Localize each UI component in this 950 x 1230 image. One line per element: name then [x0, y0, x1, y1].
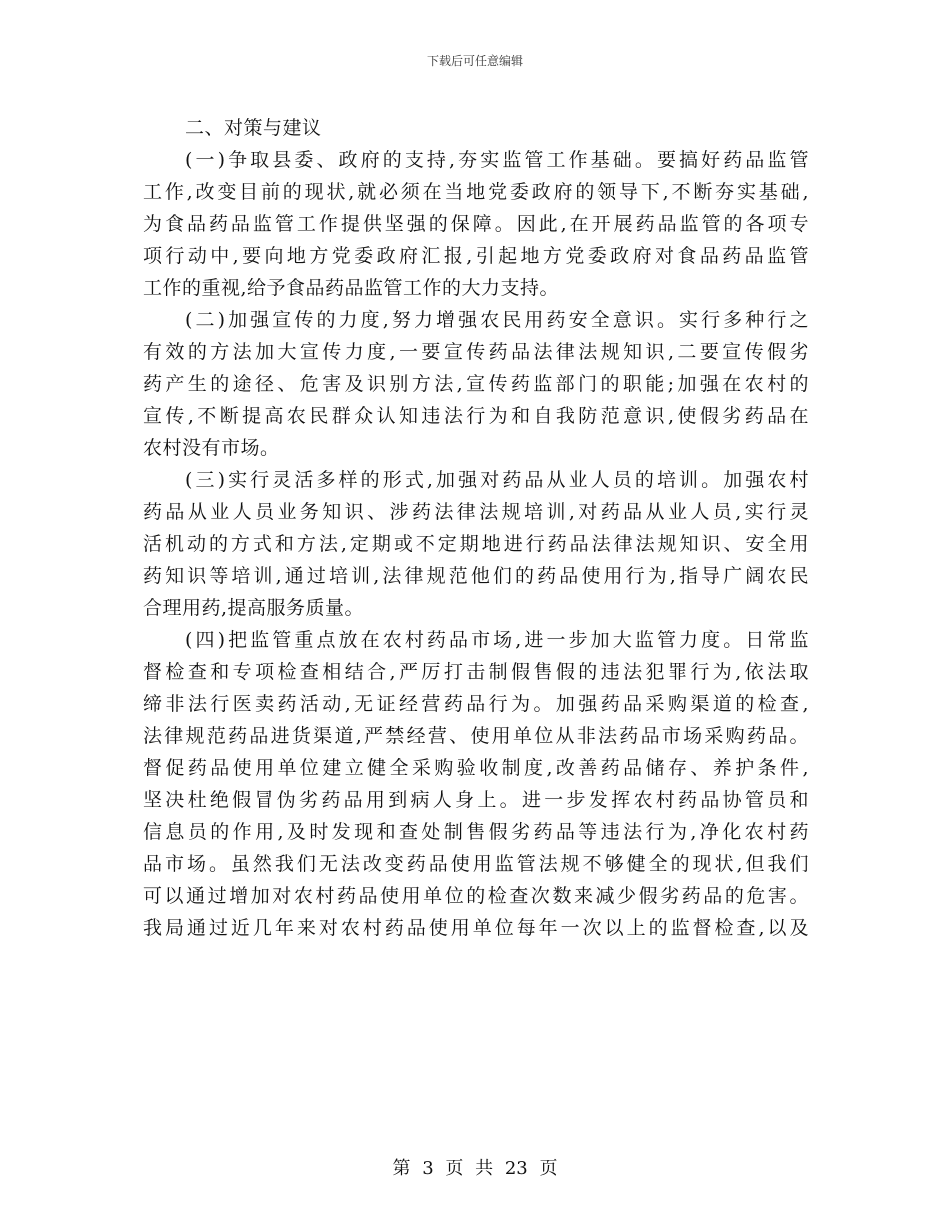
paragraph-line: (一)争取县委、政府的支持,夯实监管工作基础。要搞好药品监管 — [185, 149, 809, 171]
paragraph-line: 督检查和专项检查相结合,严厉打击制假售假的违法犯罪行为,依法取 — [143, 661, 809, 683]
paragraph-line: 农村没有市场。 — [143, 437, 280, 459]
paragraph-line: 有效的方法加大宣传力度,一要宣传药品法律法规知识,二要宣传假劣 — [143, 341, 809, 363]
paragraph-line: 工作,改变目前的现状,就必须在当地党委政府的领导下,不断夯实基础, — [143, 181, 809, 203]
paragraph-line: 为食品药品监管工作提供坚强的保障。因此,在开展药品监管的各项专 — [143, 213, 809, 235]
document-body — [143, 112, 809, 944]
page-header: 下载后可任意编辑 — [426, 54, 523, 68]
paragraph-line: 信息员的作用,及时发现和查处制售假劣药品等违法行为,净化农村药 — [143, 821, 809, 843]
paragraph-line: 宣传,不断提高农民群众认知违法行为和自我防范意识,使假劣药品在 — [143, 405, 809, 427]
paragraph-line: 工作的重视,给予食品药品监管工作的大力支持。 — [143, 277, 560, 299]
paragraph-line: 督促药品使用单位建立健全采购验收制度,改善药品储存、养护条件, — [143, 757, 809, 779]
paragraph-line: 坚决杜绝假冒伪劣药品用到病人身上。进一步发挥农村药品协管员和 — [143, 789, 809, 811]
paragraph-line: 品市场。虽然我们无法改变药品使用监管法规不够健全的现状,但我们 — [143, 853, 809, 875]
paragraph-line: (三)实行灵活多样的形式,加强对药品从业人员的培训。加强农村 — [185, 469, 809, 491]
paragraph-line: 可以通过增加对农村药品使用单位的检查次数来减少假劣药品的危害。 — [143, 885, 809, 907]
paragraph-line: 我局通过近几年来对农村药品使用单位每年一次以上的监督检查,以及 — [143, 917, 809, 939]
paragraph-line: (四)把监管重点放在农村药品市场,进一步加大监管力度。日常监 — [185, 629, 809, 651]
paragraph-line: 合理用药,提高服务质量。 — [143, 597, 365, 619]
paragraph-line: 项行动中,要向地方党委政府汇报,引起地方党委政府对食品药品监管 — [143, 245, 809, 267]
page-footer: 第 3 页 共 23 页 — [392, 1158, 558, 1179]
section-heading: 二、对策与建议 — [185, 117, 322, 139]
paragraph-line: 法律规范药品进货渠道,严禁经营、使用单位从非法药品市场采购药品。 — [143, 725, 809, 747]
paragraph-line: 活机动的方式和方法,定期或不定期地进行药品法律法规知识、安全用 — [143, 533, 809, 555]
paragraph-line: 缔非法行医卖药活动,无证经营药品行为。加强药品采购渠道的检查, — [143, 693, 809, 715]
paragraph-line: 药知识等培训,通过培训,法律规范他们的药品使用行为,指导广阔农民 — [143, 565, 809, 587]
paragraph-line: 药品从业人员业务知识、涉药法律法规培训,对药品从业人员,实行灵 — [143, 501, 809, 523]
paragraph-line: 药产生的途径、危害及识别方法,宣传药监部门的职能;加强在农村的 — [143, 373, 809, 395]
paragraph-line: (二)加强宣传的力度,努力增强农民用药安全意识。实行多种行之 — [185, 309, 809, 331]
